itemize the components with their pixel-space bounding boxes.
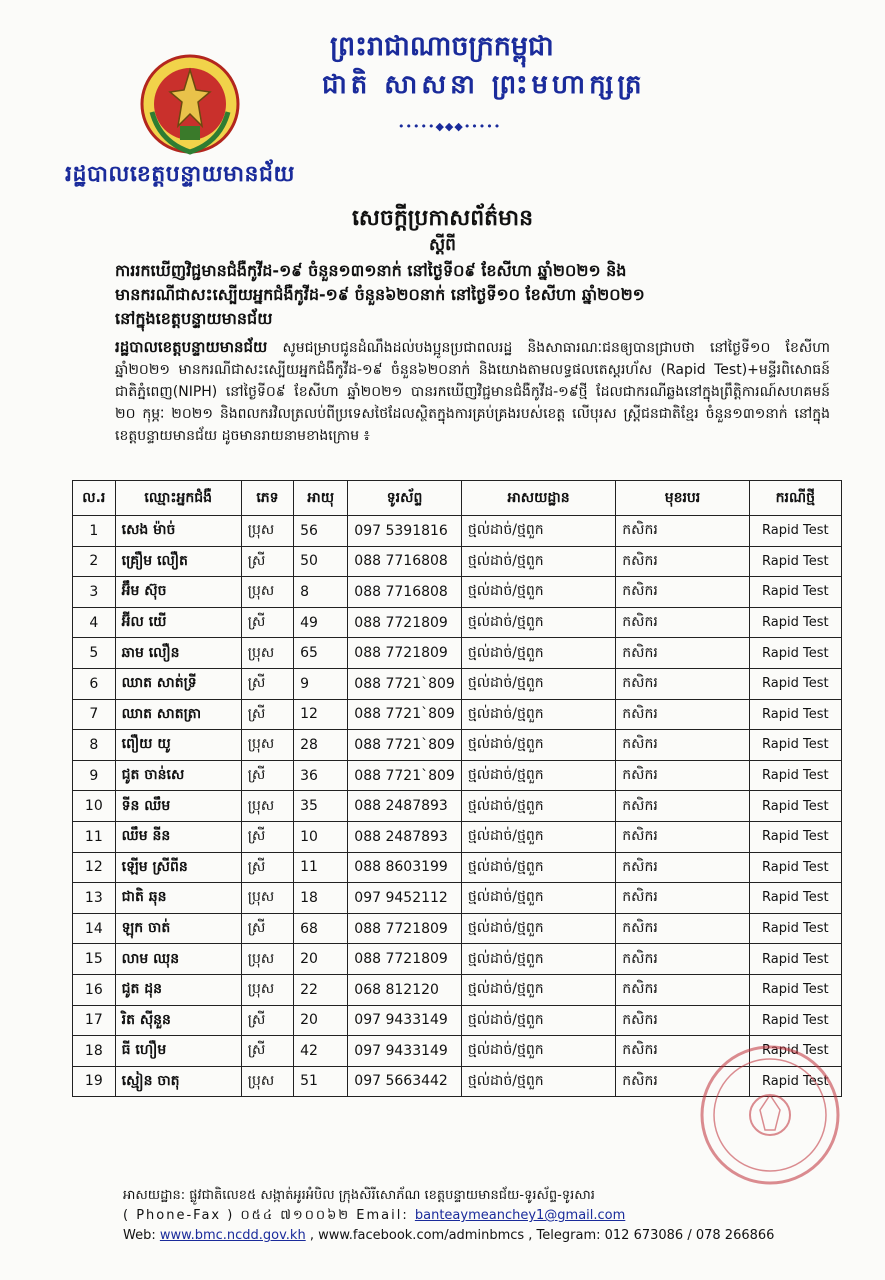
phone: 088 7721`809 [348,760,462,791]
row-no: 9 [73,760,116,791]
age: 56 [294,516,348,547]
occupation: កសិករ [616,638,749,669]
new-case-type: Rapid Test [749,668,841,699]
headline-line-2: មានករណីជាសះស្បើយអ្នកជំងឺកូវីដ-១៩ ចំនួន៦២០នាក់ នៅថ្ងៃទី១០ ខែសីហា ឆ្នាំ២០២១ [115,285,645,304]
address: ថ្មល់ដាច់/ថ្មពួក [461,1036,615,1067]
col-phone: ទូរស័ព្ទ [348,481,462,516]
age: 35 [294,791,348,822]
occupation: កសិករ [616,607,749,638]
new-case-type: Rapid Test [749,730,841,761]
occupation: កសិករ [616,699,749,730]
sex: ប្រុស [241,638,293,669]
address: ថ្មល់ដាច់/ថ្មពួក [461,913,615,944]
row-no: 6 [73,668,116,699]
table-row [73,730,842,761]
row-no: 2 [73,546,116,577]
patient-name: ឡុក ចាត់ [115,913,241,944]
patient-name: ឈាត សាតត្រា [115,699,241,730]
sex: ស្រី [241,1005,293,1036]
new-case-type: Rapid Test [749,607,841,638]
table-row [73,791,842,822]
new-case-type: Rapid Test [749,944,841,975]
table-row [73,760,842,791]
occupation: កសិករ [616,546,749,577]
occupation: កសិករ [616,913,749,944]
table-row [73,913,842,944]
patient-name: អ៊ីល យើ [115,607,241,638]
patient-name: សេង ម៉ាច់ [115,516,241,547]
row-no: 1 [73,516,116,547]
table-row [73,821,842,852]
new-case-type: Rapid Test [749,760,841,791]
notice-title: សេចក្តីប្រកាសព័ត៌មាន [351,206,534,231]
body-text: សូមជម្រាបជូនដំណឹងដល់បងប្អូនប្រជាពលរដ្ឋ និងសាធារណៈជនឲ្យបានជ្រាបថា នៅថ្ងៃទី១០ ខែសីហា ឆ្នាំ២០២១ មានករណីជាសះស្បើយអ្នកជំងឺកូវីដ-១៩ ចំនួន៦២០នាក់ និងយោងតាមលទ្ធផលតេស្តរហ័ស (Rapid Test)+មន្ទីរពិសោធន៍ជាតិភ្នំពេញ(NIPH) នៅថ្ងៃទី០៩ ខែសីហា ឆ្នាំ២០២១ បានរកឃើញវិជ្ជមានជំងឺកូវីដ-១៩ថ្មី ដែលជាករណីឆ្លងនៅក្នុងព្រឹត្តិការណ៍សហគមន៍ ២០ កុម្ភៈ ២០២១ និងពលករវិលត្រលប់ពីប្រទេសថៃដែលស្ថិតក្នុងការគ្រប់គ្រងរបស់ខេត្ត លើបុរស ស្ត្រីជនជាតិខ្មែរ ចំនួន១៣១នាក់ នៅក្នុងខេត្តបន្ទាយមានជ័យ ដូចមានរាយនាមខាងក្រោម ៖ [115,340,830,444]
row-no: 18 [73,1036,116,1067]
phone: 068 812120 [348,974,462,1005]
phone: 088 7721809 [348,913,462,944]
address: ថ្មល់ដាច់/ថ្មពួក [461,668,615,699]
phone: 088 8603199 [348,852,462,883]
age: 8 [294,577,348,608]
phone: 097 9433149 [348,1005,462,1036]
row-no: 12 [73,852,116,883]
body-lead: រដ្ឋបាលខេត្តបន្ទាយមានជ័យ [115,338,268,356]
notice-subject: ស្តីពី [429,235,456,255]
phone: 088 7716808 [348,546,462,577]
table-row [73,668,842,699]
row-no: 10 [73,791,116,822]
table-row [73,516,842,547]
patient-name: ជូត ដុន [115,974,241,1005]
new-case-type: Rapid Test [749,516,841,547]
age: 68 [294,913,348,944]
address: ថ្មល់ដាច់/ថ្មពួក [461,944,615,975]
footer [123,1186,823,1246]
patient-name: ជាតិ ឆុន [115,883,241,914]
footer-web [123,1226,823,1246]
col-name: ឈ្មោះអ្នកជំងឺ [115,481,241,516]
phone: 088 7716808 [348,577,462,608]
table-row [73,546,842,577]
official-seal-icon [650,1040,850,1190]
age: 28 [294,730,348,761]
website-link[interactable]: www.bmc.ncdd.gov.kh [159,1228,306,1243]
age: 20 [294,1005,348,1036]
new-case-type: Rapid Test [749,1066,841,1097]
occupation: កសិករ [616,730,749,761]
row-no: 5 [73,638,116,669]
address: ថ្មល់ដាច់/ថ្មពួក [461,974,615,1005]
age: 18 [294,883,348,914]
row-no: 17 [73,1005,116,1036]
table-row [73,883,842,914]
sex: ស្រី [241,607,293,638]
col-new-case: ករណីថ្មី [749,481,841,516]
row-no: 4 [73,607,116,638]
phone: 088 7721809 [348,607,462,638]
patient-name: ឆាម លឿន [115,638,241,669]
sex: ប្រុស [241,730,293,761]
address: ថ្មល់ដាច់/ថ្មពួក [461,1005,615,1036]
occupation: កសិករ [616,668,749,699]
col-age: អាយុ [294,481,348,516]
col-no: ល.រ [73,481,116,516]
sex: ប្រុស [241,974,293,1005]
address: ថ្មល់ដាច់/ថ្មពួក [461,546,615,577]
row-no: 7 [73,699,116,730]
table-row [73,699,842,730]
row-no: 16 [73,974,116,1005]
patient-name: ឈាត សាត់ទ្រី [115,668,241,699]
ornament-divider: •••••◆◆◆••••• [398,120,502,133]
email-link[interactable]: banteaymeanchey1@gmail.com [414,1208,626,1223]
occupation: កសិករ [616,1066,749,1097]
occupation: កសិករ [616,791,749,822]
occupation: កសិករ [616,1036,749,1067]
occupation: កសិករ [616,1005,749,1036]
new-case-type: Rapid Test [749,546,841,577]
col-sex: ភេទ [241,481,293,516]
national-motto: ជាតិ សាសនា ព្រះមហាក្សត្រ [322,70,646,100]
row-no: 13 [73,883,116,914]
new-case-type: Rapid Test [749,638,841,669]
phone: 088 2487893 [348,821,462,852]
patient-name: អ៊ឹម ស៊ុច [115,577,241,608]
patient-name: គ្រឿម លឿត [115,546,241,577]
address: ថ្មល់ដាច់/ថ្មពួក [461,1066,615,1097]
patient-name: រិត ស៊ីនួន [115,1005,241,1036]
new-case-type: Rapid Test [749,974,841,1005]
col-address: អាសយដ្ឋាន [461,481,615,516]
new-case-type: Rapid Test [749,1005,841,1036]
address: ថ្មល់ដាច់/ថ្មពួក [461,577,615,608]
phone: 088 7721809 [348,638,462,669]
row-no: 15 [73,944,116,975]
address: ថ្មល់ដាច់/ថ្មពួក [461,852,615,883]
row-no: 19 [73,1066,116,1097]
phone: 088 7721`809 [348,699,462,730]
sex: ប្រុស [241,516,293,547]
table-row [73,638,842,669]
notice-body [115,336,830,447]
occupation: កសិករ [616,944,749,975]
patient-name: ធី ហឿម [115,1036,241,1067]
footer-address: អាសយដ្ឋាន: ផ្លូវជាតិលេខ៥ សង្កាត់អូរអំបិល ក្រុងសិរីសោភ័ណ ខេត្តបន្ទាយមានជ័យ-ទូរស័ព្ទ-ទូរសារ [123,1188,595,1203]
patient-name: ស្មៀន ចាតុ [115,1066,241,1097]
age: 65 [294,638,348,669]
row-no: 14 [73,913,116,944]
sex: ស្រី [241,821,293,852]
headline-line-1: ការរកឃើញវិជ្ជមានជំងឺកូវីដ-១៩ ចំនួន១៣១នាក់ នៅថ្ងៃទី០៩ ខែសីហា ឆ្នាំ២០២១ និង [115,261,627,280]
sex: ប្រុស [241,944,293,975]
address: ថ្មល់ដាច់/ថ្មពួក [461,638,615,669]
province-admin-name: រដ្ឋបាលខេត្តបន្ទាយមានជ័យ [65,162,295,187]
footer-contact [123,1206,823,1226]
occupation: កសិករ [616,883,749,914]
occupation: កសិករ [616,852,749,883]
age: 22 [294,974,348,1005]
address: ថ្មល់ដាច់/ថ្មពួក [461,607,615,638]
cases-table [72,480,842,1097]
sex: ប្រុស [241,1066,293,1097]
phone: 088 7721809 [348,944,462,975]
sex: ស្រី [241,1036,293,1067]
new-case-type: Rapid Test [749,821,841,852]
age: 42 [294,1036,348,1067]
address: ថ្មល់ដាច់/ថ្មពួក [461,516,615,547]
occupation: កសិករ [616,516,749,547]
sex: ប្រុស [241,577,293,608]
occupation: កសិករ [616,760,749,791]
age: 51 [294,1066,348,1097]
new-case-type: Rapid Test [749,852,841,883]
age: 11 [294,852,348,883]
sex: ស្រី [241,760,293,791]
patient-name: ទីន ឈឹម [115,791,241,822]
row-no: 8 [73,730,116,761]
address: ថ្មល់ដាច់/ថ្មពួក [461,699,615,730]
kingdom-heading: ព្រះរាជាណាចក្រកម្ពុជា [330,31,554,62]
table-row [73,944,842,975]
occupation: កសិករ [616,974,749,1005]
occupation: កសិករ [616,577,749,608]
address: ថ្មល់ដាច់/ថ្មពួក [461,791,615,822]
patient-name: ឈឹម នីន [115,821,241,852]
royal-emblem-icon [140,52,240,157]
facebook-telegram: , www.facebook.com/adminbmcs , Telegram: 012 673086 / 078 266866 [305,1228,775,1243]
row-no: 3 [73,577,116,608]
address: ថ្មល់ដាច់/ថ្មពួក [461,821,615,852]
new-case-type: Rapid Test [749,577,841,608]
table-row [73,974,842,1005]
address: ថ្មល់ដាច់/ថ្មពួក [461,760,615,791]
phone: 097 5663442 [348,1066,462,1097]
age: 20 [294,944,348,975]
sex: ស្រី [241,699,293,730]
age: 49 [294,607,348,638]
phone: 088 2487893 [348,791,462,822]
age: 10 [294,821,348,852]
table-row [73,577,842,608]
new-case-type: Rapid Test [749,883,841,914]
new-case-type: Rapid Test [749,913,841,944]
phone: 097 9452112 [348,883,462,914]
age: 50 [294,546,348,577]
occupation: កសិករ [616,821,749,852]
address: ថ្មល់ដាច់/ថ្មពួក [461,730,615,761]
sex: ប្រុស [241,883,293,914]
phone: 088 7721`809 [348,668,462,699]
row-no: 11 [73,821,116,852]
col-occupation: មុខរបរ [616,481,749,516]
phone: 097 9433149 [348,1036,462,1067]
patient-name: ជូត ចាន់សេ [115,760,241,791]
phone: 097 5391816 [348,516,462,547]
age: 12 [294,699,348,730]
phone: 088 7721`809 [348,730,462,761]
address: ថ្មល់ដាច់/ថ្មពួក [461,883,615,914]
patient-name: លាម ឈុន [115,944,241,975]
new-case-type: Rapid Test [749,1036,841,1067]
patient-name: ពឿយ យូ [115,730,241,761]
sex: ប្រុស [241,791,293,822]
new-case-type: Rapid Test [749,699,841,730]
table-row [73,852,842,883]
sex: ស្រី [241,546,293,577]
headline-line-3: នៅក្នុងខេត្តបន្ទាយមានជ័យ [115,309,273,328]
table-row [73,1005,842,1036]
age: 9 [294,668,348,699]
web-label: Web: [123,1228,160,1243]
sex: ស្រី [241,852,293,883]
phone-fax: ( Phone-Fax ) ០៥៤ ៧១០០៦២ Email: [123,1208,415,1223]
sex: ស្រី [241,913,293,944]
patient-name: ឡើម ស្រីពីន [115,852,241,883]
age: 36 [294,760,348,791]
table-header-row [73,481,842,516]
table-row [73,607,842,638]
new-case-type: Rapid Test [749,791,841,822]
sex: ស្រី [241,668,293,699]
